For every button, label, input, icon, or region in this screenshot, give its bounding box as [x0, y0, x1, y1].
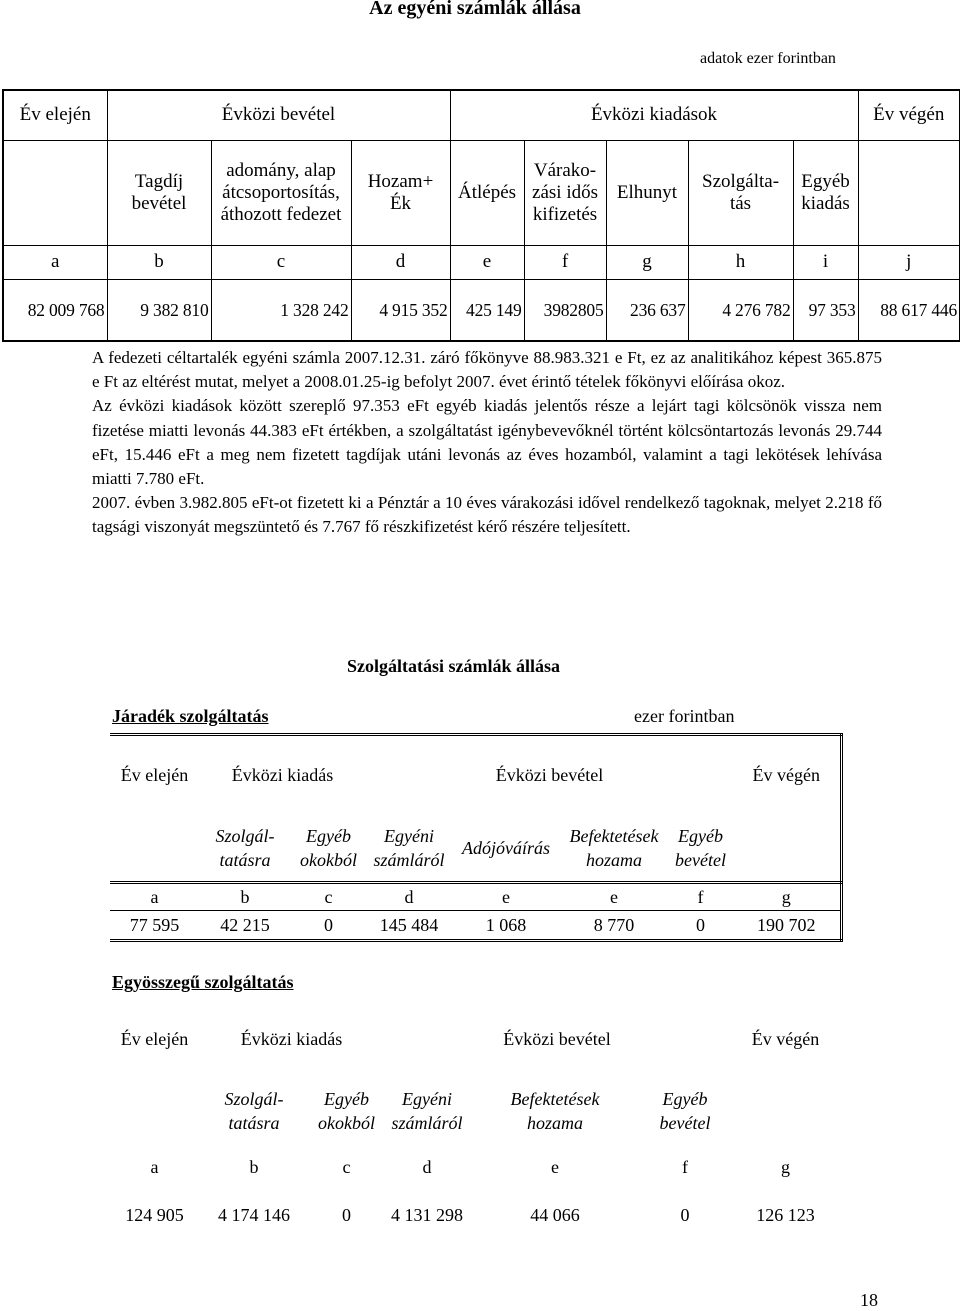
value-cell: 425 149	[450, 279, 524, 341]
letter-cell: d	[351, 245, 450, 279]
letter-cell: b	[107, 245, 211, 279]
letter-cell: e	[610, 887, 619, 907]
group-ev-elejen: Év elején	[3, 90, 107, 140]
letter-cell: c	[342, 1157, 351, 1177]
group-evkozi-kiadasok: Évközi kiadások	[450, 90, 858, 140]
col-header-szolgaltatasra: Szolgál-tatásra	[199, 815, 291, 883]
paragraph: A fedezeti céltartalék egyéni számla 2007.12.31. záró főkönyve 88.983.321 e Ft, ez az analitikához képest 365.875 e Ft az eltérést mutat, melyet a 2008.01.25-ig befolyt 2007. évet érintő tételek főkönyvi előírása okoz.	[92, 348, 882, 392]
col-header-egyeb-kiadas: Egyéb kiadás	[793, 140, 858, 245]
letter-cell: j	[858, 245, 960, 279]
letter-cell: a	[150, 1157, 159, 1177]
value-cell: 9 382 810	[107, 279, 211, 341]
value-cell: 236 637	[606, 279, 688, 341]
value-cell: 77 595	[110, 911, 199, 941]
col-header-ev-elejen-empty	[3, 140, 107, 245]
letter-cell: c	[211, 245, 351, 279]
letter-cell: g	[606, 245, 688, 279]
letter-cell: b	[249, 1157, 259, 1177]
group-ev-elejen: Év elején	[110, 735, 199, 815]
col-header-empty	[730, 1075, 841, 1147]
value-cell: 124 905	[125, 1205, 184, 1225]
col-header-empty	[110, 1075, 199, 1147]
value-cell: 126 123	[756, 1205, 815, 1225]
col-header-empty	[110, 815, 199, 883]
col-header-ev-vegen-empty	[858, 140, 960, 245]
col-header-befektetesek-hozama: Befektetések hozama	[510, 1089, 600, 1133]
group-ev-vegen: Év végén	[858, 90, 960, 140]
group-ev-vegen: Év végén	[751, 1029, 820, 1049]
letter-cell: i	[793, 245, 858, 279]
letter-cell: e	[551, 1157, 560, 1177]
page-number: 18	[860, 1290, 878, 1310]
letter-cell: b	[240, 887, 250, 907]
col-header-elhunyt: Elhunyt	[606, 140, 688, 245]
col-header-tagdij: Tagdíj bevétel	[107, 140, 211, 245]
letter-cell: d	[422, 1157, 432, 1177]
value-cell: 82 009 768	[3, 279, 107, 341]
value-cell: 97 353	[793, 279, 858, 341]
letter-cell: e	[450, 245, 524, 279]
col-header-hozam: Hozam+ Ék	[351, 140, 450, 245]
col-header-egyeb-okokbol: Egyéb okokból	[291, 815, 366, 883]
paragraph: Az évközi kiadások között szereplő 97.353 eFt egyéb kiadás jelentős része a lejárt tagi kölcsönök vissza nem fizetése miatti levonás 44.383 eFt értékben, a szolgáltatást igénybevevőknél történt kölcsöntartozás levonás 29.744 eFt, 15.446 eFt a meg nem fizetett tagdíjak utáni levonás az éves hozamból, valamint a tagi lekötések lehívása miatti 7.780 eFt.	[92, 396, 882, 489]
col-header-egyeni-szamlarol: Egyéni számláról	[366, 815, 452, 883]
col-header-egyeni-szamlarol: Egyéni számláról	[391, 1089, 463, 1133]
unit-note: adatok ezer forintban	[700, 50, 836, 67]
col-header-varakozasi: Várako-zási idős kifizetés	[524, 140, 606, 245]
value-cell: 0	[291, 911, 366, 941]
notes-text	[92, 346, 882, 540]
value-cell: 88 617 446	[858, 279, 960, 341]
value-cell: 4 131 298	[391, 1205, 464, 1225]
value-cell: 4 915 352	[351, 279, 450, 341]
value-cell: 8 770	[560, 911, 668, 941]
col-header-befektetesek-hozama: Befektetések hozama	[560, 815, 668, 883]
egyosszegu-table	[110, 1003, 841, 1243]
col-header-adojovairas: Adójóváírás	[452, 815, 560, 883]
value-cell: 44 066	[530, 1205, 580, 1225]
letter-cell: a	[3, 245, 107, 279]
letter-cell: g	[781, 1157, 791, 1177]
group-ev-elejen: Év elején	[120, 1029, 189, 1049]
letter-cell: f	[524, 245, 606, 279]
col-header-atlepes: Átlépés	[450, 140, 524, 245]
col-header-adomany: adomány, alap átcsoportosítás, áthozott fedezet	[211, 140, 351, 245]
jaradek-title: Járadék szolgáltatás	[112, 706, 269, 726]
egyosszegu-title: Egyösszegű szolgáltatás	[112, 972, 294, 992]
letter-cell: c	[324, 887, 333, 907]
letter-cell: e	[502, 887, 511, 907]
value-cell: 1 328 242	[211, 279, 351, 341]
col-header-empty	[733, 815, 841, 883]
value-cell: 3982805	[524, 279, 606, 341]
group-evkozi-bevetel: Évközi bevétel	[366, 735, 733, 815]
letter-cell: f	[697, 887, 704, 907]
group-ev-vegen: Év végén	[733, 735, 841, 815]
col-header-szolgaltatasra: Szolgál-tatásra	[224, 1089, 284, 1133]
value-cell: 42 215	[199, 911, 291, 941]
value-cell: 145 484	[366, 911, 452, 941]
individual-accounts-table	[2, 89, 960, 342]
value-cell: 4 174 146	[218, 1205, 290, 1225]
group-evkozi-bevetel: Évközi bevétel	[503, 1029, 611, 1049]
letter-cell: g	[733, 883, 841, 911]
value-cell: 1 068	[452, 911, 560, 941]
page-title: Az egyéni számlák állása	[369, 0, 581, 19]
col-header-egyeb-bevetel: Egyéb bevétel	[659, 1089, 711, 1133]
letter-cell: d	[404, 887, 414, 907]
jaradek-table	[110, 733, 843, 942]
col-header-egyeb-okokbol: Egyéb okokból	[318, 1089, 375, 1133]
col-header-egyeb-bevetel: Egyéb bevétel	[668, 815, 733, 883]
value-cell: 190 702	[733, 911, 841, 941]
jaradek-unit: ezer forintban	[634, 706, 735, 726]
group-evkozi-kiadas: Évközi kiadás	[199, 735, 366, 815]
group-evkozi-kiadas: Évközi kiadás	[240, 1029, 343, 1049]
value-cell: 0	[342, 1205, 351, 1225]
letter-cell: f	[682, 1157, 689, 1177]
section-title: Szolgáltatási számlák állása	[347, 656, 561, 676]
value-cell: 4 276 782	[688, 279, 793, 341]
col-header-szolgaltatas: Szolgálta-tás	[688, 140, 793, 245]
letter-cell: a	[150, 887, 159, 907]
value-cell: 0	[680, 1205, 690, 1225]
paragraph: 2007. évben 3.982.805 eFt-ot fizetett ki a Pénztár a 10 éves várakozási idővel rendelkező tagoknak, melyet 2.218 fő tagsági viszonyát megszüntető és 7.767 fő részkifizetést kérő részére teljesített.	[92, 493, 882, 537]
value-cell: 0	[668, 911, 733, 941]
group-evkozi-bevetel: Évközi bevétel	[107, 90, 450, 140]
letter-cell: h	[688, 245, 793, 279]
